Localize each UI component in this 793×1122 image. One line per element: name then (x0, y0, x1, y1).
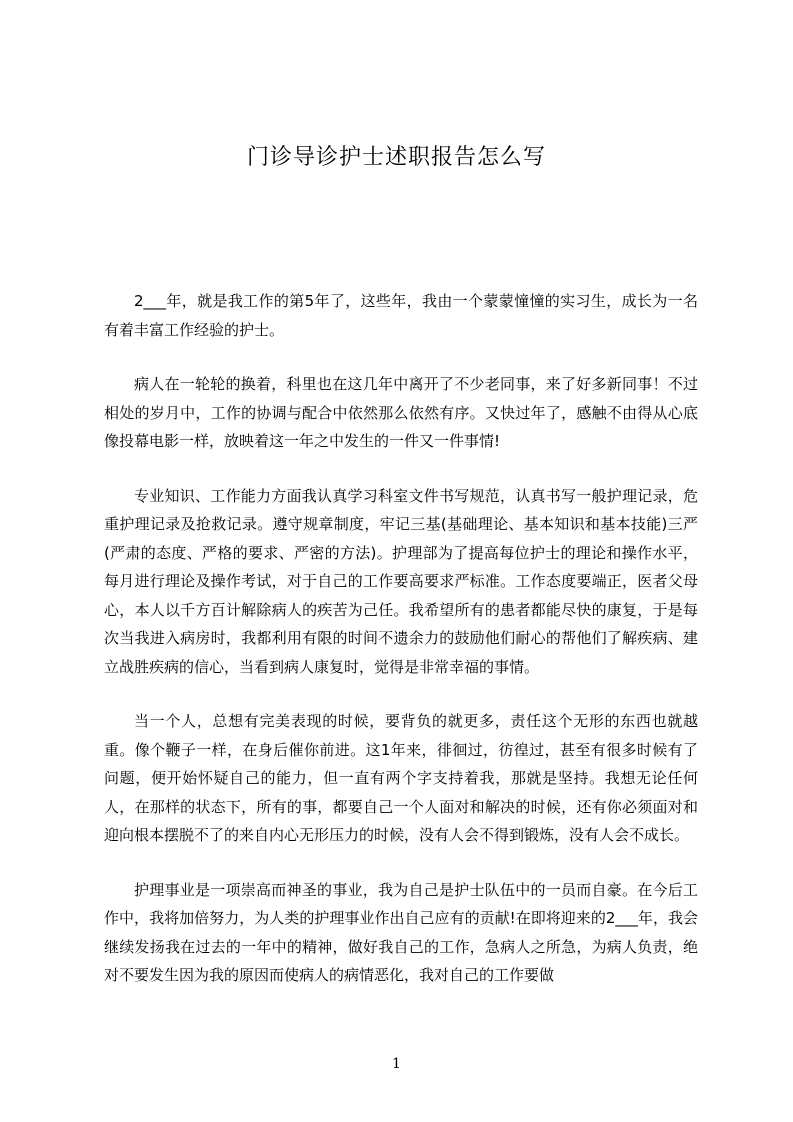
paragraph-3: 专业知识、工作能力方面我认真学习科室文件书写规范，认真书写一般护理记录，危重护理记录及抢救记录。遵守规章制度，牢记三基(基础理论、基本知识和基本技能)三严(严肃的态度、严格的要求、严密的方法)。护理部为了提高每位护士的理论和操作水平，每月进行理论及操作考试，对于自己的工作要高要求严标准。工作态度要端正，医者父母心，本人以千方百计解除病人的疾苦为己任。我希望所有的患者都能尽快的康复，于是每次当我进入病房时，我都利用有限的时间不遗余力的鼓励他们耐心的帮他们了解疾病、建立战胜疾病的信心，当看到病人康复时，觉得是非常幸福的事情。 (104, 486, 698, 676)
document-body (104, 287, 698, 1016)
paragraph-5: 护理事业是一项崇高而神圣的事业，我为自己是护士队伍中的一员而自豪。在今后工作中，我将加倍努力，为人类的护理事业作出自己应有的贡献!在即将迎来的2___年，我会继续发扬我在过去的一年中的精神，做好我自己的工作，急病人之所急，为病人负责，绝对不要发生因为我的原因而使病人的病情恶化，我对自己的工作要做 (104, 880, 698, 984)
page-number: 1 (392, 1056, 401, 1072)
page-title: 门诊导诊护士述职报告怎么写 (246, 145, 546, 170)
paragraph-4: 当一个人，总想有完美表现的时候，要背负的就更多，责任这个无形的东西也就越重。像个鞭子一样，在身后催你前进。这1年来，徘徊过，彷徨过，甚至有很多时候有了问题，便开始怀疑自己的能力，但一直有两个字支持着我，那就是坚持。我想无论任何人，在那样的状态下，所有的事，都要自己一个人面对和解决的时候，还有你必须面对和迎向根本摆脱不了的来自内心无形压力的时候，没有人会不得到锻炼，没有人会不成长。 (104, 712, 698, 844)
paragraph-2: 病人在一轮轮的换着，科里也在这几年中离开了不少老同事，来了好多新同事！不过相处的岁月中，工作的协调与配合中依然那么依然有序。又快过年了，感触不由得从心底像投幕电影一样，放映着这一年之中发生的一件又一件事情! (104, 375, 698, 450)
paragraph-1: 2___年，就是我工作的第5年了，这些年，我由一个蒙蒙憧憧的实习生，成长为一名有着丰富工作经验的护士。 (104, 292, 698, 339)
